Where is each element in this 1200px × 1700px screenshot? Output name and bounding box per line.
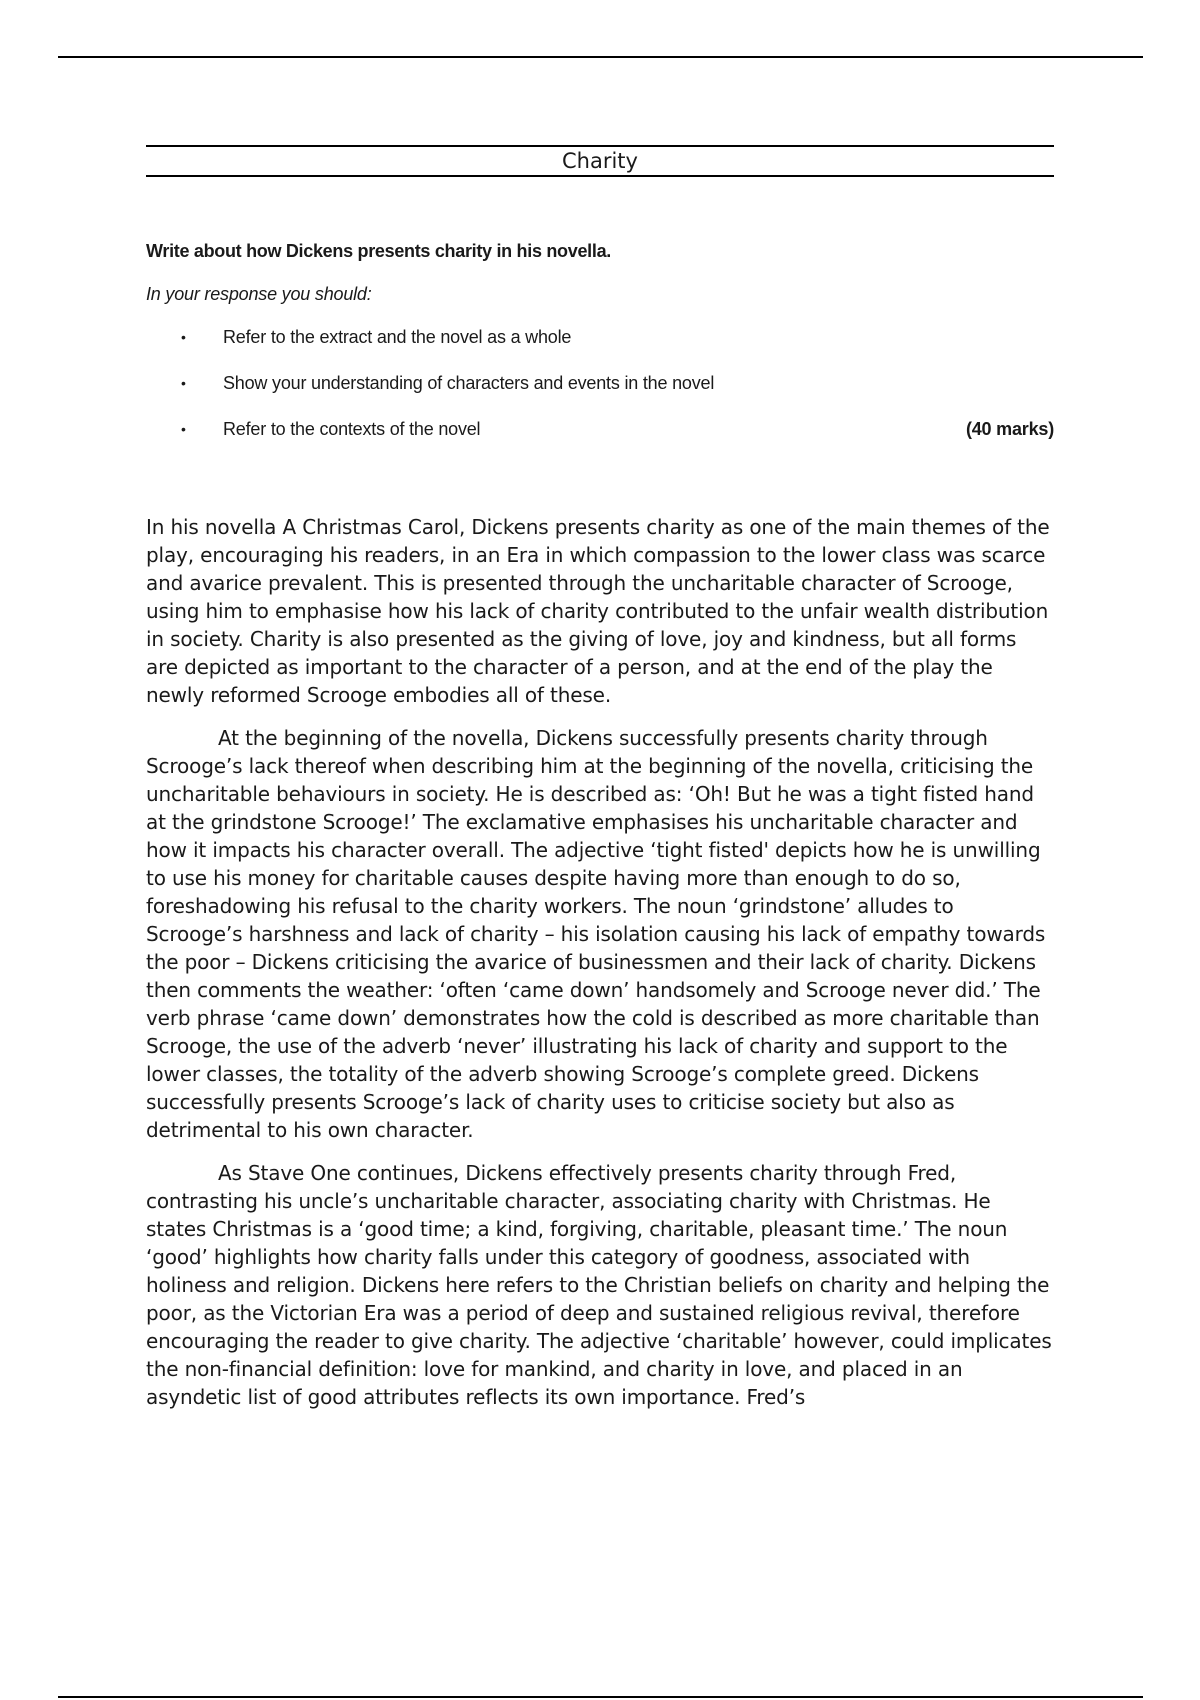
marks-label: (40 marks) xyxy=(965,419,1054,439)
instruction-item xyxy=(146,325,1054,371)
page-bottom-rule xyxy=(58,1696,1143,1698)
document-content xyxy=(146,145,1054,1426)
essay-body xyxy=(146,513,1054,1411)
page-title: Charity xyxy=(146,145,1054,177)
instruction-list xyxy=(146,325,1054,463)
instruction-text: Show your understanding of characters and events in the novel xyxy=(223,373,715,393)
bullet-icon: • xyxy=(181,329,186,345)
essay-paragraph: At the beginning of the novella, Dickens successfully presents charity through Scrooge’s lack thereof when describing him at the beginning of the novella, criticising the uncharitable behaviours in society. He is described as: ‘Oh! But he was a tight fisted hand at the grindstone Scrooge!’ The exclamative emphasises his uncharitable character and how it impacts his character overall. The adjective ‘tight fisted' depicts how he is unwilling to use his money for charitable causes despite having more than enough to do so, foreshadowing his refusal to the charity workers. The noun ‘grindstone’ alludes to Scrooge’s harshness and lack of charity – his isolation causing his lack of empathy towards the poor – Dickens criticising the avarice of businessmen and their lack of charity. Dickens then comments the weather: ‘often ‘came down’ handsomely and Scrooge never did.’ The verb phrase ‘came down’ demonstrates how the cold is described as more charitable than Scrooge, the use of the adverb ‘never’ illustrating his lack of charity and support to the lower classes, the totality of the adverb showing Scrooge’s complete greed. Dickens successfully presents Scrooge’s lack of charity uses to criticise society but also as detrimental to his own character. xyxy=(146,726,1046,1142)
instruction-text: Refer to the extract and the novel as a whole xyxy=(223,327,572,347)
instructions-intro: In your response you should: xyxy=(146,284,372,304)
essay-paragraph: As Stave One continues, Dickens effectively presents charity through Fred, contrasting his uncle’s uncharitable character, associating charity with Christmas. He states Christmas is a ‘good time; a kind, forgiving, charitable, pleasant time.’ The noun ‘good’ highlights how charity falls under this category of goodness, associated with holiness and religion. Dickens here refers to the Christian beliefs on charity and helping the poor, as the Victorian Era was a period of deep and sustained religious revival, therefore encouraging the reader to give charity. The adjective ‘charitable’ however, could implicates the non-financial definition: love for mankind, and charity in love, and placed in an asyndetic list of good attributes reflects its own importance. Fred’s xyxy=(146,1161,1052,1409)
instruction-item xyxy=(146,371,1054,417)
instruction-text: Refer to the contexts of the novel xyxy=(223,419,481,439)
essay-paragraph: In his novella A Christmas Carol, Dickens presents charity as one of the main themes of the play, encouraging his readers, in an Era in which compassion to the lower class was scarce and avarice prevalent. This is presented through the uncharitable character of Scrooge, using him to emphasise how his lack of charity contributed to the unfair wealth distribution in society. Charity is also presented as the giving of love, joy and kindness, but all forms are depicted as important to the character of a person, and at the end of the play the newly reformed Scrooge embodies all of these. xyxy=(146,515,1050,707)
instruction-item xyxy=(146,417,1054,463)
bullet-icon: • xyxy=(181,421,186,437)
question-prompt: Write about how Dickens presents charity in his novella. xyxy=(146,241,611,261)
bullet-icon: • xyxy=(181,375,186,391)
page-top-rule xyxy=(58,56,1143,58)
